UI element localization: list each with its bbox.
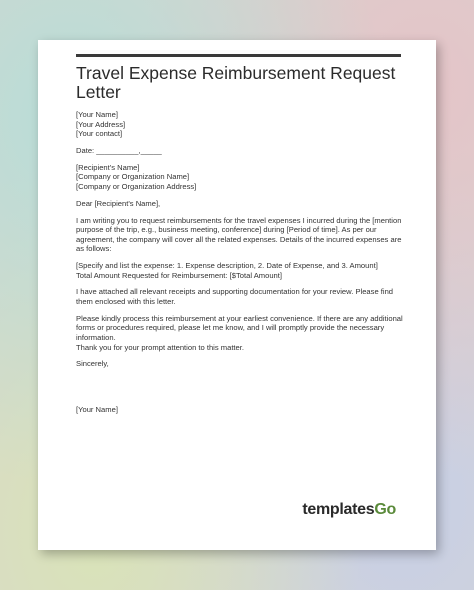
paragraph-expenses: [Specify and list the expense: 1. Expense description, 2. Date of Expense, and 3. Amount] Total Amount Requested for Reimbursement: [$Total Amount] (76, 261, 378, 280)
templatesgo-logo (302, 501, 396, 519)
document-title: Travel Expense Reimbursement Request Letter (76, 63, 396, 102)
closing: Sincerely, (76, 359, 109, 369)
sender-block: [Your Name] [Your Address] [Your contact] (76, 110, 126, 139)
logo-text-templates: templates (302, 501, 375, 518)
paragraph-request: I am writing you to request reimbursements for the travel expenses I incurred during the [mention purpose of the trip, e.g., business meeting, conference] during [Period of time]. As per our agreement, the company will cover all the related expenses. Details of the incurred expenses are as follows: (76, 215, 402, 254)
letter-page (38, 40, 436, 550)
logo-text-go: Go (374, 501, 396, 518)
signature-name: [Your Name] (76, 404, 118, 414)
letter-body (76, 110, 406, 422)
date-line: Date: __________,_____ (76, 145, 162, 155)
salutation: Dear [Recipient's Name], (76, 198, 161, 208)
paragraph-attachments: I have attached all relevant receipts and supporting documentation for your review. Please find them enclosed with this letter. (76, 287, 394, 307)
top-rule-divider (76, 54, 401, 57)
recipient-block: [Recipient's Name] [Company or Organization Name] [Company or Organization Address] (76, 162, 197, 191)
paragraph-processing: Please kindly process this reimbursement at your earliest convenience. If there are any additional forms or procedures required, please let me know, and I will promptly provide the necessary information. Thank you for your prompt attention to this matter. (76, 313, 403, 352)
